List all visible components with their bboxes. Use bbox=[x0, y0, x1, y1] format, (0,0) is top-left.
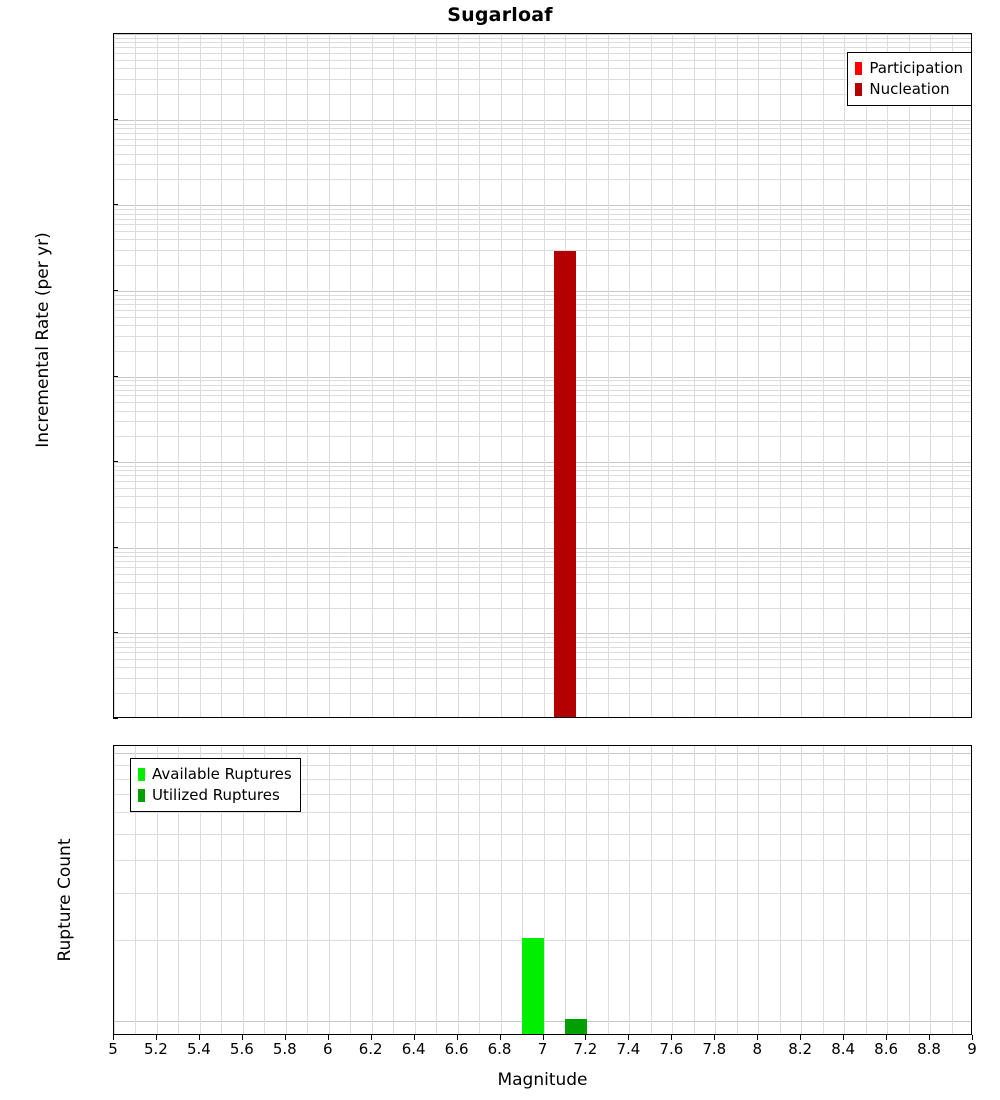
y-axis-tick-mark bbox=[113, 33, 118, 34]
x-axis-tick-mark bbox=[285, 1035, 286, 1040]
gridline bbox=[823, 34, 824, 717]
gridline bbox=[952, 746, 953, 1034]
y-axis-tick-mark bbox=[113, 119, 118, 120]
x-axis-tick-label: 8 bbox=[752, 1040, 763, 1058]
legend-label: Nucleation bbox=[869, 80, 950, 98]
y-axis-tick-mark bbox=[113, 632, 118, 633]
x-axis-tick-label: 9 bbox=[967, 1040, 977, 1058]
gridline bbox=[952, 34, 953, 717]
x-axis-tick-label: 5.8 bbox=[272, 1040, 297, 1058]
gridline bbox=[329, 746, 330, 1034]
gridline bbox=[372, 746, 373, 1034]
gridline bbox=[930, 34, 931, 717]
y-axis-tick-mark bbox=[113, 290, 118, 291]
gridline bbox=[651, 34, 652, 717]
gridline bbox=[479, 746, 480, 1034]
gridline bbox=[135, 34, 136, 717]
x-axis-tick-label: 7 bbox=[537, 1040, 548, 1058]
gridline bbox=[350, 746, 351, 1034]
gridline bbox=[909, 34, 910, 717]
y-axis-tick-mark bbox=[113, 547, 118, 548]
x-axis-tick-mark bbox=[500, 1035, 501, 1040]
x-axis-tick-label: 7.8 bbox=[702, 1040, 727, 1058]
legend-swatch-utilized-ruptures bbox=[138, 789, 145, 802]
gridline bbox=[415, 34, 416, 717]
bar-utilized-ruptures bbox=[565, 1019, 587, 1034]
legend-swatch-available-ruptures bbox=[138, 768, 145, 781]
gridline bbox=[737, 746, 738, 1034]
x-axis-tick-mark bbox=[113, 1035, 114, 1040]
gridline bbox=[436, 34, 437, 717]
gridline bbox=[629, 34, 630, 717]
gridline bbox=[221, 34, 222, 717]
gridline bbox=[715, 746, 716, 1034]
legend-swatch-participation bbox=[855, 62, 862, 75]
x-axis-tick-label: 8.4 bbox=[831, 1040, 856, 1058]
x-axis-tick-mark bbox=[886, 1035, 887, 1040]
x-axis-tick-mark bbox=[800, 1035, 801, 1040]
legend-item[interactable] bbox=[855, 58, 963, 79]
gridline bbox=[715, 34, 716, 717]
gridline bbox=[930, 746, 931, 1034]
legend-label: Utilized Ruptures bbox=[152, 786, 280, 804]
x-axis-tick-mark bbox=[414, 1035, 415, 1040]
gridline bbox=[780, 746, 781, 1034]
x-axis-tick-mark bbox=[757, 1035, 758, 1040]
gridline bbox=[801, 746, 802, 1034]
x-axis-tick-label: 7.2 bbox=[573, 1040, 598, 1058]
gridline bbox=[243, 34, 244, 717]
gridline bbox=[844, 34, 845, 717]
gridline bbox=[436, 746, 437, 1034]
x-axis-tick-mark bbox=[543, 1035, 544, 1040]
gridline bbox=[501, 746, 502, 1034]
gridline bbox=[178, 34, 179, 717]
gridline bbox=[608, 746, 609, 1034]
gridline bbox=[264, 34, 265, 717]
x-axis-tick-label: 6.8 bbox=[487, 1040, 512, 1058]
gridline bbox=[887, 746, 888, 1034]
y-axis-tick-mark bbox=[113, 461, 118, 462]
y-axis-tick-mark bbox=[113, 204, 118, 205]
x-axis-tick-label: 5.2 bbox=[144, 1040, 168, 1058]
x-axis-tick-mark bbox=[371, 1035, 372, 1040]
x-axis-tick-label: 5.6 bbox=[229, 1040, 254, 1058]
x-axis-tick-label: 8.6 bbox=[874, 1040, 899, 1058]
gridline bbox=[672, 746, 673, 1034]
x-axis-tick-label: 5.4 bbox=[186, 1040, 211, 1058]
gridline bbox=[780, 34, 781, 717]
gridline bbox=[672, 34, 673, 717]
gridline bbox=[350, 34, 351, 717]
x-axis-tick-mark bbox=[714, 1035, 715, 1040]
legend-swatch-nucleation bbox=[855, 83, 862, 96]
legend-label: Available Ruptures bbox=[152, 765, 292, 783]
gridline bbox=[479, 34, 480, 717]
gridline bbox=[307, 34, 308, 717]
x-axis-tick-label: 7.4 bbox=[616, 1040, 641, 1058]
x-axis-tick-mark bbox=[457, 1035, 458, 1040]
gridline bbox=[586, 746, 587, 1034]
legend-item[interactable] bbox=[138, 785, 292, 806]
x-axis-tick-label: 6 bbox=[322, 1040, 333, 1058]
gridline bbox=[544, 34, 545, 717]
x-axis-tick-label: 8.2 bbox=[788, 1040, 813, 1058]
y-axis-label-top: Incremental Rate (per yr) bbox=[33, 232, 53, 448]
gridline bbox=[307, 746, 308, 1034]
x-axis-tick-mark bbox=[929, 1035, 930, 1040]
incremental-rate-plot-area bbox=[113, 33, 972, 718]
gridline bbox=[565, 746, 566, 1034]
legend-top bbox=[847, 52, 972, 106]
gridline bbox=[887, 34, 888, 717]
gridline bbox=[157, 34, 158, 717]
gridline bbox=[651, 746, 652, 1034]
gridline bbox=[200, 34, 201, 717]
gridline bbox=[694, 746, 695, 1034]
x-axis-tick-label: 6.4 bbox=[401, 1040, 426, 1058]
x-axis-tick-mark bbox=[671, 1035, 672, 1040]
gridline bbox=[286, 34, 287, 717]
x-axis-tick-mark bbox=[843, 1035, 844, 1040]
gridline bbox=[458, 746, 459, 1034]
x-axis-tick-label: 8.8 bbox=[917, 1040, 941, 1058]
x-axis-tick-mark bbox=[242, 1035, 243, 1040]
x-axis-tick-label: 6.2 bbox=[358, 1040, 383, 1058]
y-axis-tick-mark bbox=[113, 718, 118, 719]
y-axis-label-bottom: Rupture Count bbox=[55, 838, 75, 962]
gridline bbox=[393, 746, 394, 1034]
bar-nucleation bbox=[554, 251, 576, 717]
gridline bbox=[758, 746, 759, 1034]
x-axis-tick-mark bbox=[328, 1035, 329, 1040]
gridline bbox=[823, 746, 824, 1034]
x-axis-tick-mark bbox=[972, 1035, 973, 1040]
gridline bbox=[629, 746, 630, 1034]
gridline bbox=[522, 34, 523, 717]
gridline bbox=[801, 34, 802, 717]
bar-available-ruptures bbox=[522, 938, 544, 1034]
x-axis-tick-mark bbox=[156, 1035, 157, 1040]
legend-item[interactable] bbox=[138, 764, 292, 785]
x-axis-tick-mark bbox=[628, 1035, 629, 1040]
gridline bbox=[586, 34, 587, 717]
x-axis-tick-mark bbox=[199, 1035, 200, 1040]
gridline bbox=[329, 34, 330, 717]
x-axis-tick-label: 5 bbox=[108, 1040, 118, 1058]
gridline bbox=[372, 34, 373, 717]
legend-item[interactable] bbox=[855, 79, 963, 100]
gridline bbox=[758, 34, 759, 717]
gridline bbox=[844, 746, 845, 1034]
legend-bottom bbox=[130, 758, 301, 812]
legend-label: Participation bbox=[869, 59, 963, 77]
gridline bbox=[737, 34, 738, 717]
page-title: Sugarloaf bbox=[447, 4, 553, 26]
gridline bbox=[694, 34, 695, 717]
x-axis-tick-label: 7.6 bbox=[659, 1040, 684, 1058]
gridline bbox=[114, 746, 115, 1034]
gridline bbox=[501, 34, 502, 717]
x-axis-tick-mark bbox=[585, 1035, 586, 1040]
gridline bbox=[866, 746, 867, 1034]
gridline bbox=[393, 34, 394, 717]
y-axis-tick-mark bbox=[113, 376, 118, 377]
gridline bbox=[608, 34, 609, 717]
gridline bbox=[909, 746, 910, 1034]
x-axis-label: Magnitude bbox=[497, 1070, 588, 1090]
gridline bbox=[415, 746, 416, 1034]
gridline bbox=[458, 34, 459, 717]
gridline bbox=[866, 34, 867, 717]
x-axis-tick-label: 6.6 bbox=[444, 1040, 469, 1058]
